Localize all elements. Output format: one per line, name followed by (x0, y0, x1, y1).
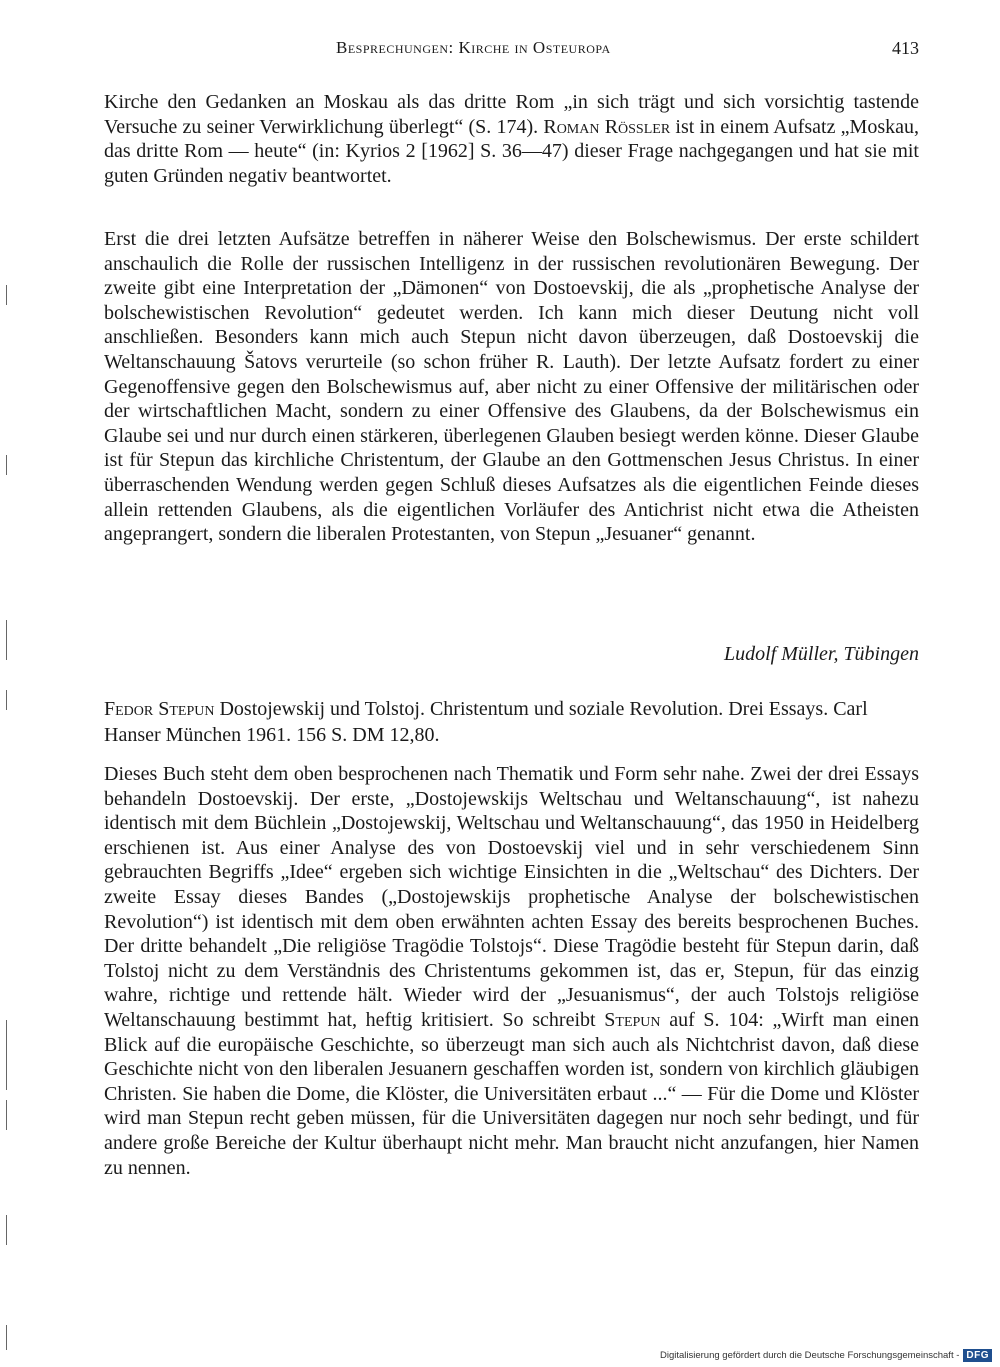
paragraph-1-rest: ist in einem Aufsatz „Moskau, das dritte Rom — heute“ (in: Kyrios 2 [1962] S. 36—47) dieser Frage nachgegangen und hat sie mit guten Gründen negativ beantwortet. (104, 115, 919, 187)
cited-author: Roman Rössler (543, 115, 671, 138)
page-number: 413 (892, 38, 919, 58)
running-header (104, 38, 919, 62)
running-title: Besprechungen: Kirche in Osteuropa (336, 38, 611, 57)
heading-bibliography: Dostojewskij und Tolstoj. Christentum und soziale Revolution. Drei Essays. Carl Hanser München 1961. 156 S. DM 12,80. (104, 698, 868, 746)
margin-mark (6, 690, 7, 710)
paragraph-3-text-a: Dieses Buch steht dem oben besprochenen nach Thematik und Form sehr nahe. Zwei der drei Essays behandeln Dostoevskij. Der erste, „Dostojewskijs Weltschau und Weltanschauung“, ist nahezu identisch mit dem Büchlein „Dostojewskij, Weltschau und Weltanschauung“, das 1950 in Heidelberg erschienen ist. Aus einer Analyse des von Dostoevskij viel und in sehr verschiedenem Sinn gebrauchten Begriffs „Idee“ ergeben sich wichtige Einsichten in die „Weltschau“ des Dichters. Der zweite Essay dieses Bandes („Dostojewskijs prophetische Analyse der bolschewistischen Revolution“) ist identisch mit dem oben erwähnten achten Essay des bereits besprochenen Buches. Der dritte behandelt „Die religiöse Tragödie Tolstojs“. Diese Tragödie besteht für Stepun darin, daß Tolstoj nicht zu dem Verständnis des Christentums gekommen ist, das er, Stepun, für das einzig wahre, richtige und rettende hält. Wieder wird der „Jesuanismus“, der auch Tolstojs religiöse Weltanschauung bestimmt hat, heftig kritisiert. So schreibt (104, 763, 919, 1031)
margin-mark (6, 1215, 7, 1245)
margin-mark (6, 285, 7, 305)
review-heading (104, 696, 919, 748)
paragraph-3 (104, 762, 919, 1180)
margin-mark (6, 455, 7, 475)
paragraph-1 (104, 90, 919, 188)
margin-mark (6, 1020, 7, 1090)
footer-credit: Digitalisierung gefördert durch die Deutsche Forschungsgemeinschaft - (659, 1349, 960, 1361)
review-signature: Ludolf Müller, Tübingen (723, 643, 919, 665)
paragraph-1-text: Kirche den Gedanken an Moskau als das dritte Rom „in sich trägt und sich vorsichtig tastende Versuche zu seiner Verwirklichung überlegt“ (S. 174). (104, 91, 919, 138)
paragraph-2: Erst die drei letzten Aufsätze betreffen in näherer Weise den Bolschewismus. Der erste schildert anschaulich die Rolle der russischen Intelligenz in der russischen revolutionären Bewegung. Der zweite gibt eine Interpretation der „Dämonen“ von Dostoevskij, die als „prophetische Analyse der bolschewistischen Revolution“ gedeutet werden. Ich kann mich dieser Deutung nicht voll anschließen. Besonders kann mich auch Stepun nicht davon überzeugen, daß Dostoevskij die Weltanschauung Šatovs verurteile (so schon früher R. Lauth). Der letzte Aufsatz fordert zu einer Gegenoffensive gegen den Bolschewismus auf, aber nicht zu einer Offensive der militärischen oder der wirtschaftlichen Macht, sondern zu einer Offensive des Glaubens, da der Bolschewismus ein Glaube sei und nur durch einen stärkeren, überlegenen Glauben besiegt werden könne. Dieser Glaube ist für Stepun das kirchliche Christentum, der Glaube an den Gottmenschen Jesus Christus. In einer überraschenden Wendung werden gegen Schluß dieses Aufsatzes als die eigentlichen Feinde dieses allein rettenden Glaubens, als die eigentlichen Vorläufer des Antichrist nicht etwa die Atheisten angeprangert, sondern die liberalen Protestanten, von Stepun „Jesuaner“ genannt. (104, 228, 919, 546)
digitization-footer (660, 1347, 992, 1363)
quoted-author: Stepun (604, 1008, 661, 1031)
margin-mark (6, 1325, 7, 1350)
margin-mark (6, 620, 7, 660)
heading-author: Fedor Stepun (104, 698, 215, 720)
dfg-logo: DFG (963, 1349, 992, 1362)
paragraph-3-text-b: auf S. 104: „Wirft man einen Blick auf die europäische Geschichte, so überzeugt man sich auch als Nichtchrist davon, daß diese Geschichte nicht von den liberalen Jesuanern geschaffen worden ist, sondern von kirchlich gläubigen Christen. Sie haben die Dome, die Klöster, die Universitäten erbaut ...“ — Für die Dome und Klöster wird man Stepun recht geben müssen, für die Universitäten dagegen nur noch sehr bedingt, und für andere große Bereiche der Kultur überhaupt nicht mehr. Man braucht nicht anzufangen, hier Namen zu nennen. (104, 1008, 920, 1179)
margin-mark (6, 1100, 7, 1130)
